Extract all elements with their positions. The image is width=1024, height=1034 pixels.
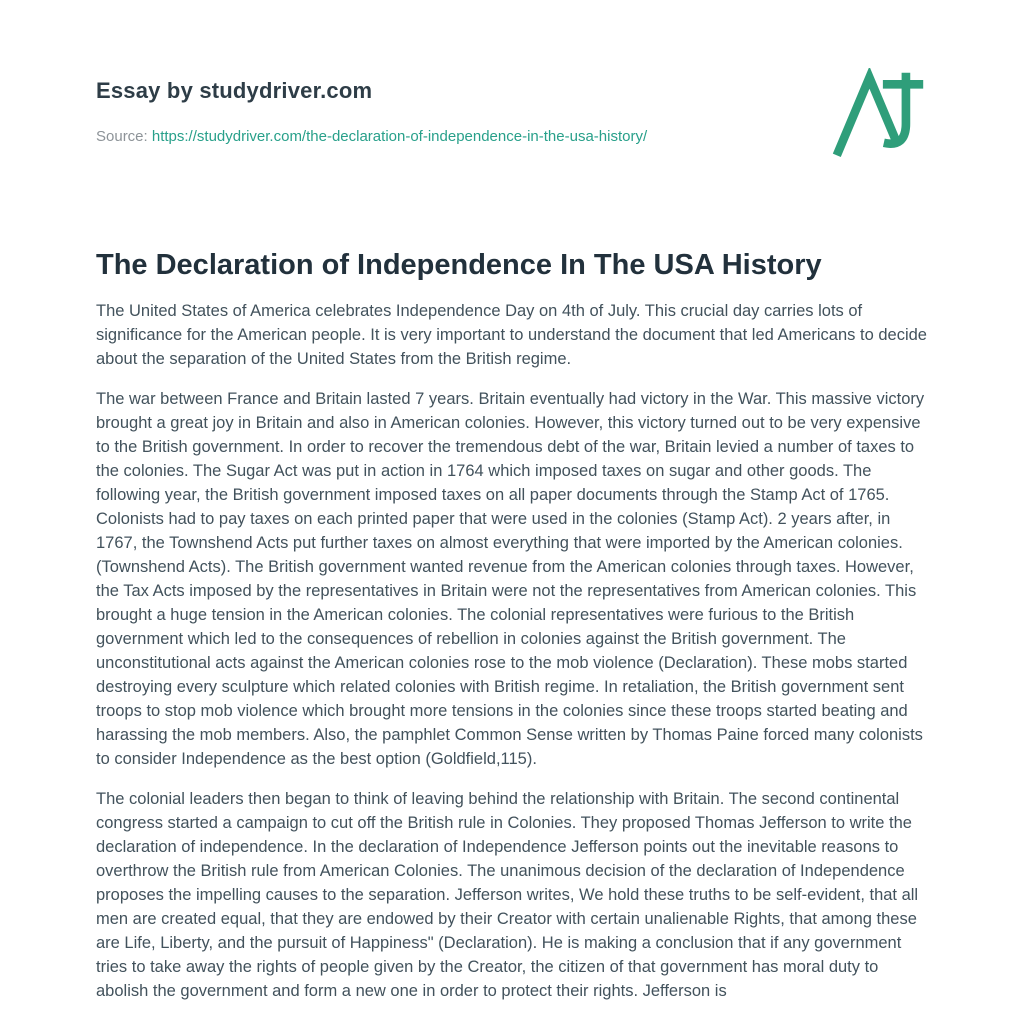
article-paragraph: The colonial leaders then began to think of leaving behind the relationship with Britain. The second continental congress started a campaign to cut off the British rule in Colonies. They proposed Thomas Jefferson to write the declaration of independence. In the declaration of Independence Jefferson points out the inevitable reasons to overthrow the British rule from American Colonies. The unanimous decision of the declaration of Independence proposes the impelling causes to the separation. Jefferson writes, We hold these truths to be self-evident, that all men are created equal, that they are endowed by their Creator with certain unalienable Rights, that among these are Life, Liberty, and the pursuit of Happiness" (Declaration). He is making a conclusion that if any government tries to take away the rights of people given by the Creator, the citizen of that government has moral duty to abolish the government and form a new one in order to protect their rights. Jefferson is: [96, 790, 919, 1001]
document-header: [96, 78, 928, 145]
article-body: [96, 299, 928, 1003]
article-title: The Declaration of Independence In The USA History: [96, 249, 822, 281]
article-paragraph: The United States of America celebrates Independence Day on 4th of July. This crucial day carries lots of significance for the American people. It is very important to understand the document that led Americans to decide about the separation of the United States from the British regime.: [96, 302, 927, 369]
source-label: Source:: [96, 128, 148, 145]
studydriver-logo: [832, 68, 928, 162]
source-url-link[interactable]: https://studydriver.com/the-declaration-of-independence-in-the-usa-history/: [151, 128, 648, 145]
studydriver-logo-icon: [832, 68, 928, 162]
essay-page: [96, 0, 928, 1003]
essay-by-heading: Essay by studydriver.com: [96, 78, 373, 103]
source-line: [96, 128, 928, 145]
article-paragraph: The war between France and Britain lasted 7 years. Britain eventually had victory in the War. This massive victory brought a great joy in Britain and also in American colonies. However, this victory turned out to be very expensive to the British government. In order to recover the tremendous debt of the war, Britain levied a number of taxes to the colonies. The Sugar Act was put in action in 1764 which imposed taxes on sugar and other goods. The following year, the British government imposed taxes on all paper documents through the Stamp Act of 1765. Colonists had to pay taxes on each printed paper that were used in the colonies (Stamp Act). 2 years after, in 1767, the Townshend Acts put further taxes on almost everything that were imported by the American colonies. (Townshend Acts). The British government wanted revenue from the American colonies through taxes. However, the Tax Acts imposed by the representatives in Britain were not the representatives from American colonies. This brought a huge tension in the American colonies. The colonial representatives were furious to the British government which led to the consequences of rebellion in colonies against the British government. The unconstitutional acts against the American colonies rose to the mob violence (Declaration). These mobs started destroying every sculpture which related colonies with British regime. In retaliation, the British government sent troops to stop mob violence which brought more tensions in the colonies since these troops started beating and harassing the mob members. Also, the pamphlet Common Sense written by Thomas Paine forced many colonists to consider Independence as the best option (Goldfield,115).: [96, 390, 925, 769]
